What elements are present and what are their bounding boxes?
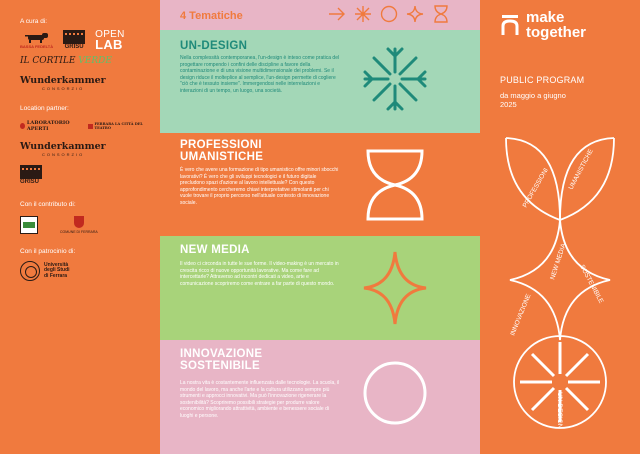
ferrara-teatro-logo: FERRARA LA CITTÀ DEL TEATRO [88,122,148,130]
orn-professioni: PROFESSIONI [521,167,550,209]
innovazione-title: INNOVAZIONE SOSTENIBILE [180,348,263,372]
shield-icon [74,216,84,228]
regione-logo-icon [20,216,38,234]
curators-logos [20,30,148,50]
wunderkammer-logo: Wunderkammer [20,75,106,86]
star-large-icon [360,248,430,328]
location-label: Location partner: [20,105,69,112]
grisu-building-icon [63,30,85,44]
innovazione-text: La nostra vita è costantemente influenzata dalle tecnologie. La scuola, il mondo del lavoro, ma anche l'arte e la cultura utilizzano sempre più strumenti e approcci innovativi. Ma può l'innovazione rigenerare la sostenibilità? Scopriremo possibili strategie per produrre valore economico migliorando attrattività, ambiente e benessere sociale di luoghi e persone. [180,380,340,419]
newmedia-title: NEW MEDIA [180,244,250,256]
cortile-verde-logo: IL CORTILE VERDE [20,56,112,66]
circle-large-icon [360,358,430,428]
grisu-logo-2: GRISÙ [20,165,148,185]
orn-newmedia: NEW MEDIA [549,242,568,281]
consorzio-label-2: CONSORZIO [42,152,85,157]
grisu-building-icon-2 [20,165,42,179]
patrocinio-label: Con il patrocinio di: [20,248,76,255]
program-dates: da maggio a giugno 2025 [500,91,566,109]
themes-column [160,0,480,454]
asterisk-large-icon [360,44,430,114]
professioni-text: È vero che avere una formazione di tipo umanistico offre minori sbocchi lavorativi? È vero che gli sviluppi tecnologici e il futuro digitale precludono spazi d'azione al lavoro intellettuale? Con questo approfondimento cercheremo chiavi interpretative stimolanti per chi vuole trovare il proprio percorso nell'attuale contesto di innovazione sociale. [180,167,339,206]
hourglass-large-icon [360,145,430,225]
teatro-icon [88,124,92,129]
wunderkammer-logo-2: Wunderkammer [20,141,106,152]
orn-umanistiche: UMANISTICHE [567,148,595,191]
brand-mark-icon [500,14,520,36]
hourglass-icon [432,5,450,23]
themes-title: 4 Tematiche [180,10,243,22]
theme-undesign [160,30,480,133]
consorzio-label: CONSORZIO [42,86,85,91]
star-icon [406,5,424,23]
bassa-fedelta-logo: BASSA FEDELTÀ [20,32,53,49]
orn-undesign: UN-DESIGN [556,392,563,429]
undesign-title: UN-DESIGN [180,40,248,52]
contributo-logos [20,216,148,234]
make-together-logo: make together [500,10,586,40]
unife-logo: Università degli Studi di Ferrara [20,261,148,281]
header-icons [328,5,450,23]
laboratorio-logo: LABORATORIO APERTI [20,120,80,132]
themes-header [160,0,480,30]
grisu-logo: GRISÙ [63,30,85,50]
arrow-icon [328,5,346,23]
location-logos [20,120,148,132]
professioni-title: PROFESSIONI UMANISTICHE [180,139,264,163]
openlab-logo: OPEN LAB [95,29,125,52]
seal-icon [20,261,40,281]
contributo-label: Con il contributo di: [20,201,76,208]
orn-sostenibile: SOSTENIBILE [578,263,605,305]
theme-innovazione [160,340,480,454]
circle-icon [380,5,398,23]
orn-innovazione: INNOVAZIONE [509,293,533,337]
comune-ferrara-logo: COMUNE DI FERRARA [60,216,98,234]
partners-column [0,0,160,454]
a-cura-label: A cura di: [20,18,48,25]
program-title: PUBLIC PROGRAM [500,75,585,85]
asterisk-icon [354,5,372,23]
dog-icon [24,32,50,44]
theme-newmedia [160,236,480,340]
theme-professioni [160,133,480,236]
program-column [480,0,640,454]
themes-ornament [500,130,620,440]
newmedia-text: Il video ci circonda in tutte le sue forme. Il video-making è un mercato in crescita ricco di nuove opportunità lavorative. Ma come fare ad intercettarle? Attraverso ad incontri dedicati a video, arte e comunicazione scopriremo come entrare a far parte di questo mondo. [180,261,339,287]
undesign-text: Nella complessità contemporanea, l'un-design è inteso come pratica del progettare rompendo i confini delle discipline a favore della contaminazione e di una visione multidimensionale dei problemi. Se il design riduce il molteplice al semplice, l'un-design permette di cogliere "ciò che è tessuto insieme". Immergendosi nelle interrelazioni e interazioni di un tempo, un luogo, una società. [180,55,340,94]
laboratorio-icon [20,123,25,129]
